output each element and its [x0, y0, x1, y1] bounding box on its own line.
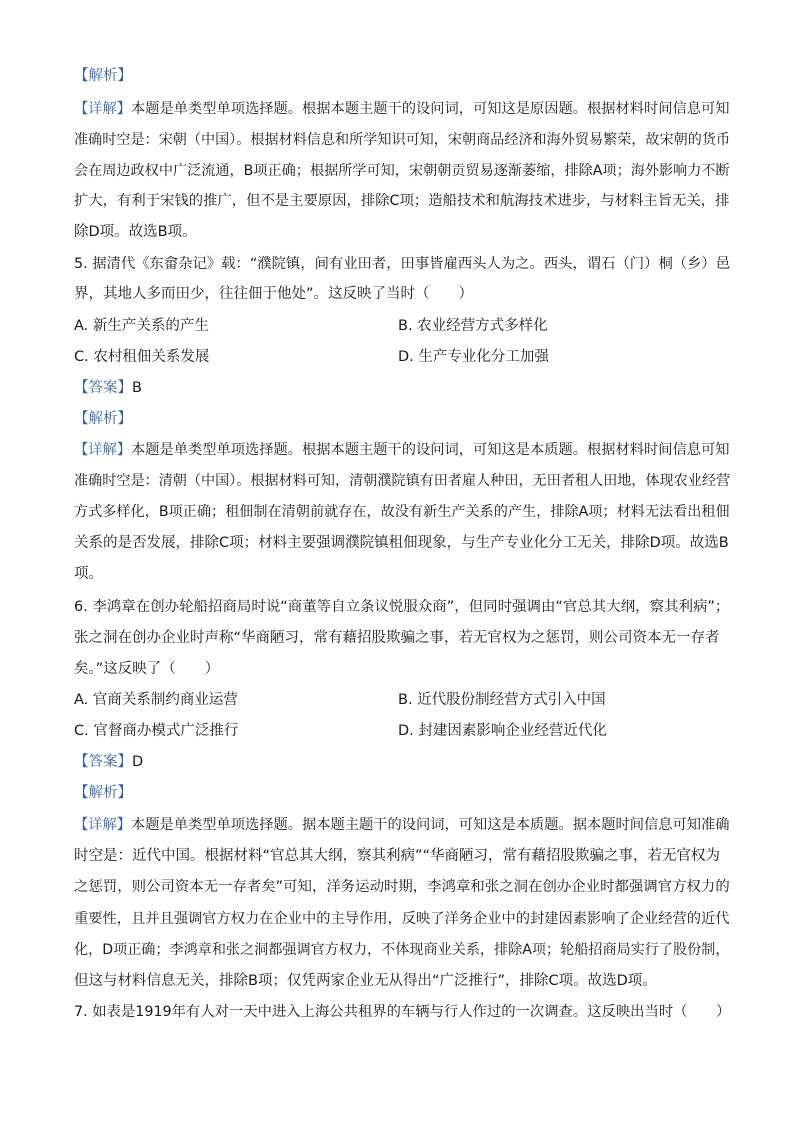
q6-option-b: B. 近代股份制经营方式引入中国: [398, 692, 606, 708]
q4-detail-line-4: 扩大，有利于宋钱的推广，但不是主要原因，排除C项；造船技术和航海技术进步，与材料主旨无关，排: [74, 193, 730, 209]
q5-stem-line-2: 界，其地人多而田少，往往佃于他处”。这反映了当时（ ）: [74, 286, 474, 302]
q6-detail-line-5: 化，D项正确；李鸿章和张之洞都强调官方权力，不体现商业关系，排除A项；轮船招商局实行了股份制，: [74, 942, 730, 958]
q6-detail-line-6: 但这与材料信息无关，排除B项；仅凭两家企业无从得出“广泛推行”，排除C项。故选D项。: [74, 973, 657, 989]
q6-analysis-tag: 【解析】: [74, 785, 132, 801]
q6-detail-line-3: 之惩罚，则公司资本无一存者矣”可知，洋务运动时期，李鸿章和张之洞在创办企业时都强调官方权力的: [74, 879, 730, 895]
q5-answer: [74, 378, 142, 398]
q5-option-d: D. 生产专业化分工加强: [398, 349, 549, 365]
q7-stem-line-1: 7. 如表是1919年有人对一天中进入上海公共租界的车辆与行人作过的一次调查。这反映出当时（ ）: [74, 1004, 731, 1020]
q6-answer: [74, 752, 143, 772]
q5-analysis-tag: 【解析】: [74, 411, 132, 427]
q4-detail-line-2: 准确时空是：宋朝（中国）。根据材料信息和所学知识可知，宋朝商品经济和海外贸易繁荣，故宋朝的货币: [74, 132, 731, 148]
q6-option-d: D. 封建因素影响企业经营近代化: [398, 723, 607, 739]
q4-detail-line-5: 除D项。故选B项。: [74, 224, 197, 240]
q6-stem-line-1: 6. 李鸿章在创办轮船招商局时说“商董等自立条议悦服众商”，但同时强调由“官总其大纲，察其利病”；: [74, 599, 730, 615]
q6-stem-line-2: 张之洞在创办企业时声称“华商陋习，常有藉招股欺骗之事，若无官权为之惩罚，则公司资本无一存者: [74, 630, 720, 646]
q6-option-a: A. 官商关系制约商业运营: [74, 692, 238, 708]
q4-detail-line-3: 会在周边政权中广泛流通，B项正确；根据所学可知，宋朝朝贡贸易逐渐萎缩，排除A项；海外影响力不断: [74, 163, 730, 179]
q6-answer-tag: 【答案】: [74, 754, 132, 770]
q6-stem-line-3: 矣。”这反映了（ ）: [74, 661, 220, 677]
q5-option-b: B. 农业经营方式多样化: [398, 318, 548, 334]
q5-option-c: C. 农村租佃关系发展: [74, 349, 210, 365]
q6-answer-value: D: [132, 754, 144, 770]
q5-stem-line-1: 5. 据清代《东畲杂记》载：“濮院镇，间有业田者，田事皆雇西头人为之。西头，谓石（门）桐（乡）邑: [74, 256, 731, 272]
q4-detail-tag: 【详解】: [74, 101, 132, 117]
q6-detail-line-2: 时空是：近代中国。根据材料“官总其大纲，察其利病”“华商陋习，常有藉招股欺骗之事，若无官权为: [74, 848, 721, 864]
q5-detail-line-5: 项。: [74, 566, 103, 582]
q5-answer-tag: 【答案】: [74, 380, 132, 396]
q5-detail-tag: 【详解】: [74, 442, 132, 458]
q5-detail-line-3: 方式多样化，B项正确；租佃制在清朝前就存在，故没有新生产关系的产生，排除A项；材料无法看出租佃: [74, 504, 730, 520]
q6-detail-tag: 【详解】: [74, 817, 132, 833]
q6-option-c: C. 官督商办模式广泛推行: [74, 723, 239, 739]
q6-detail-line-4: 重要性，且并且强调官方权力在企业中的主导作用，反映了洋务企业中的封建因素影响了企业经营的近代: [74, 911, 730, 927]
q5-answer-value: B: [132, 380, 142, 396]
q4-detail-line-1: 【详解】本题是单类型单项选择题。根据本题主题干的设问词，可知这是原因题。根据材料时间信息可知: [74, 101, 730, 117]
q6-detail-line-1: 【详解】本题是单类型单项选择题。据本题主题干的设问词，可知这是本质题。据本题时间信息可知准确: [74, 817, 730, 833]
q5-detail-line-4: 关系的是否发展，排除C项；材料主要强调濮院镇租佃现象，与生产专业化分工无关，排除D项。故选B: [74, 535, 729, 551]
q4-analysis-tag: 【解析】: [74, 68, 132, 84]
q5-option-a: A. 新生产关系的产生: [74, 318, 209, 334]
q5-detail-line-1: 【详解】本题是单类型单项选择题。根据本题主题干的设问词，可知这是本质题。根据材料时间信息可知: [74, 442, 730, 458]
q5-detail-line-2: 准确时空是：清朝（中国）。根据材料可知，清朝濮院镇有田者雇人种田，无田者租人田地，体现农业经营: [74, 473, 731, 489]
